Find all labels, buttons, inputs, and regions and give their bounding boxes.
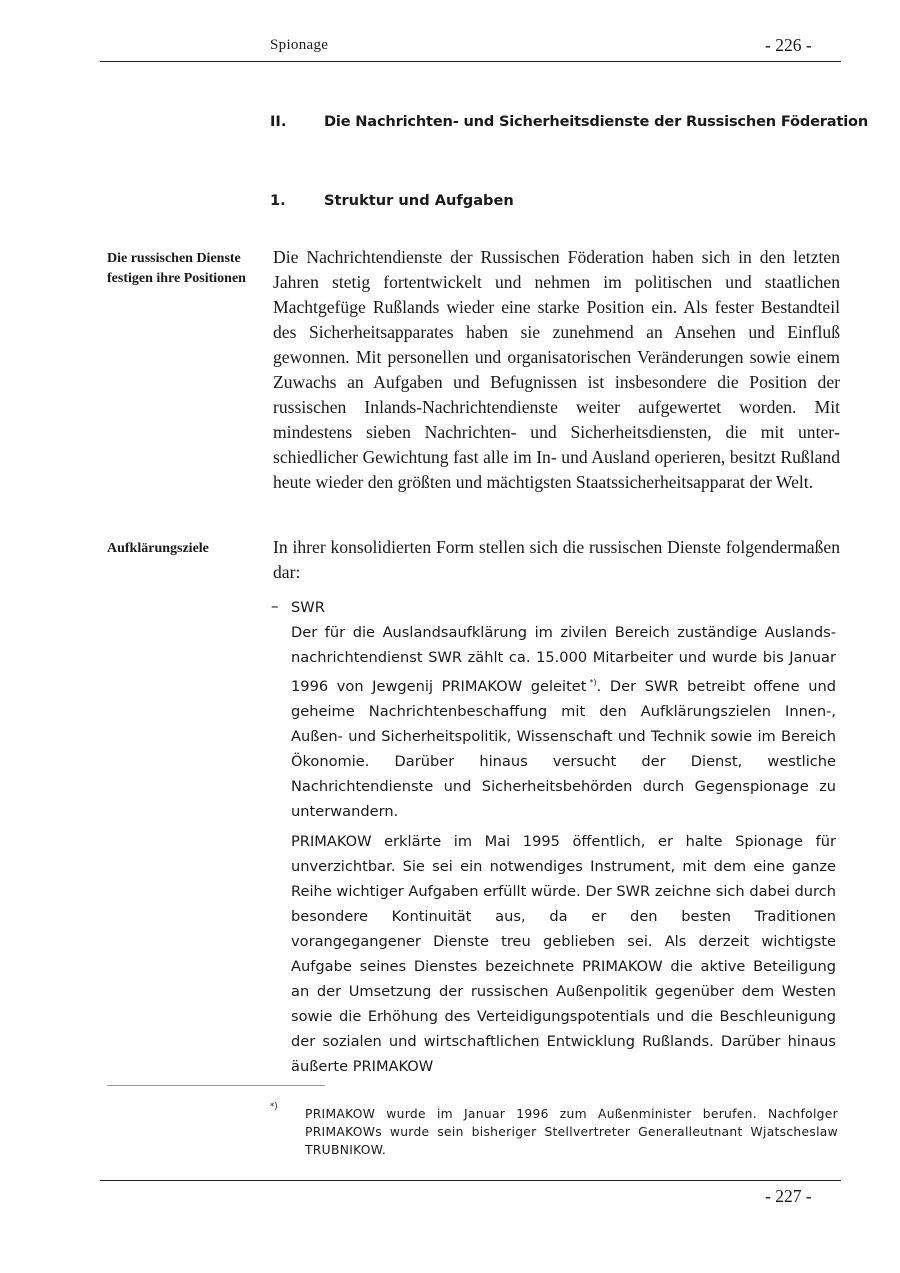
page-number-top: - 226 - <box>765 35 812 55</box>
footnote-reference: *) <box>589 678 597 687</box>
footnote-marker: *) <box>270 1102 278 1112</box>
margin-note-line: Die russischen Dienste <box>107 251 241 266</box>
paragraph-overview: In ihrer konsolidierten Form stellen sich die russischen Dienste folgendermaßen dar: <box>273 537 840 582</box>
footnote-separator <box>107 1085 325 1086</box>
list-item-text-a: Der für die Auslandsaufklärung im zivilen Bereich zuständige Auslandsnachrichtendienst SWR zählt ca. 15.000 Mitarbeiter und wurde bis Januar 1996 von Jewgenij PRIMAKOW geleitet <box>291 624 836 695</box>
subsection-title: Struktur und Aufgaben <box>324 192 514 209</box>
margin-note-positions <box>107 249 272 289</box>
subsection-number: 1. <box>270 192 286 209</box>
section-title: Die Nachrichten- und Sicherheitsdienste der Russischen Föderation <box>324 113 869 130</box>
footer-rule <box>100 1180 841 1181</box>
list-item-text <box>291 620 836 824</box>
header-rule <box>100 61 841 62</box>
list-item-text-b: . Der SWR betreibt offene und geheime Nachrichtenbeschaffung mit den Aufklärungszielen Innen-, Außen- und Sicherheitspolitik, Wissenschaft und Technik sowie im Bereich Ökonomie. Darüber hinaus versucht der Dienst, westliche Nachrichtendienste und Sicherheitsbehörden durch Gegenspionage zu unterwandern. <box>291 678 837 820</box>
running-title: Spionage <box>270 37 329 53</box>
footnote-text: PRIMAKOW wurde im Januar 1996 zum Außenminister berufen. Nachfolger PRIMAKOWs wurde sein bisheriger Stellvertreter Generalleutnant Wjatscheslaw TRUBNIKOW. <box>305 1107 838 1157</box>
list-item-label: SWR <box>291 599 325 616</box>
list-item-paragraph-2: PRIMAKOW erklärte im Mai 1995 öffentlich, er halte Spionage für unverzichtbar. Sie sei ein notwendiges Instrument, mit dem eine ganze Reihe wichtiger Aufgaben erfüllt würde. Der SWR zeichne sich dabei durch besondere Kontinuität aus, da er den besten Traditionen vorangegangener Dienste treu geblieben sei. Als derzeit wichtigste Aufgabe seines Dienstes bezeichnete PRIMAKOW die aktive Beteiligung an der Umsetzung der russischen Außenpolitik gegenüber dem Westen sowie die Erhöhung des Verteidigungspotentials und die Beschleunigung der sozialen und wirtschaftlichen Entwicklung Rußlands. Darüber hinaus äußerte PRIMAKOW <box>291 833 836 1075</box>
paragraph-intro: Die Nachrichtendienste der Russischen Föderation haben sich in den letzten Jahren stetig fortentwickelt und nehmen im politischen und staatlichen Machtgefüge Rußlands wieder eine starke Position ein. Als fester Bestandteil des Sicherheitsapparates haben sie zunehmend an Ansehen und Einfluß gewonnen. Mit personellen und organisatorischen Veränderungen sowie einem Zuwachs an Aufgaben und Befugnissen ist insbesondere die Position der russischen Inlands-Nachrichtendienste weiter aufgewertet worden. Mit mindestens sieben Nachrichten- und Sicherheitsdiensten, die mit unterschiedlicher Gewichtung fast alle im In- und Ausland operieren, besitzt Rußland heute wieder den größten und mächtigsten Staatssicherheitsapparat der Welt. <box>273 247 840 492</box>
section-number: II. <box>270 113 287 130</box>
list-dash: – <box>271 597 279 615</box>
page-number-bottom: - 227 - <box>765 1186 812 1206</box>
margin-note-aufklaerungsziele: Aufklärungsziele <box>107 541 209 556</box>
margin-note-line: festigen ihre Positionen <box>107 271 246 286</box>
